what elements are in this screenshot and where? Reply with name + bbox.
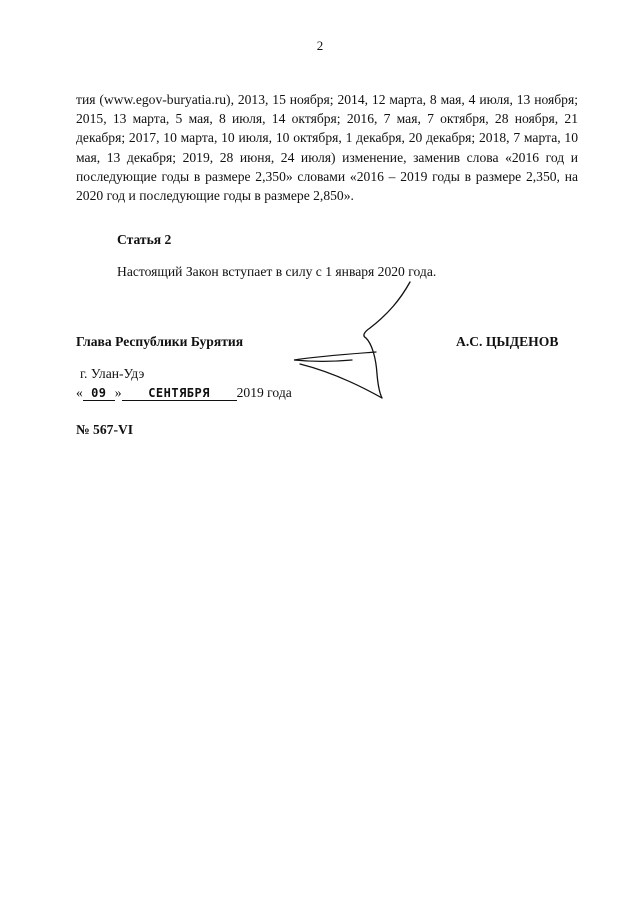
article-heading: Статья 2 [117,232,172,247]
signer-title: Глава Республики Бурятия [76,334,244,349]
signature-icon [280,276,420,406]
page-number: 2 [316,38,324,53]
body-paragraph: тия (www.egov-buryatia.ru), 2013, 15 ноября; 2014, 12 марта, 8 мая, 4 июля, 13 ноября; 2015, 13 марта, 5 мая, 8 июля, 14 октября; 2016, 7 мая, 7 октября, 28 ноября, 21 декабря; 2017, 10 марта, 10 июля, 10 октября, 1 декабря, 20 декабря; 2018, 7 марта, 10 мая, 13 декабря; 2019, 28 июня, 24 июля) изменение, заменив слова «2016 год и последующие годы в размере 2,350» словами «2016 – 2019 годы в размере 2,350, на 2020 год и последующие годы в размере 2,850». [76,92,578,204]
date-close-quote: » [114,385,122,400]
date-day-stamp: 09 [83,386,115,401]
city-line: г. Улан-Удэ [80,366,145,381]
date-year: 2019 года [236,385,292,400]
article-text: Настоящий Закон вступает в силу с 1 января 2020 года. [117,264,437,279]
date-open-quote: « [76,385,83,400]
signer-name: А.С. ЦЫДЕНОВ [456,334,559,349]
date-month-stamp: СЕНТЯБРЯ [122,386,237,401]
law-number: № 567-VI [76,422,134,437]
date-line [76,385,292,401]
